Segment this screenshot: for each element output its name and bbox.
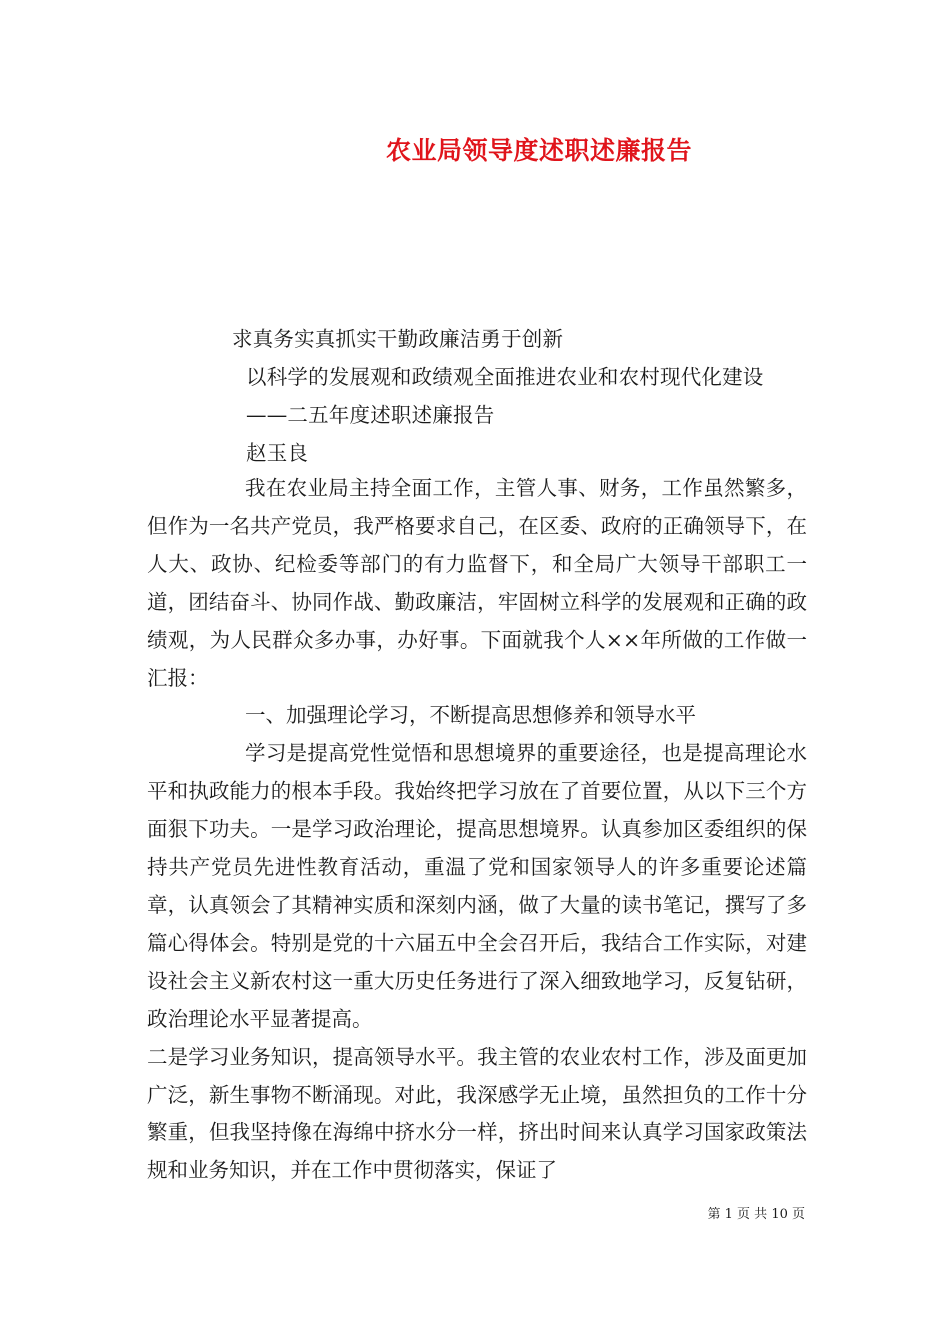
- subtitle-line-3: ——二五年度述职述廉报告: [246, 403, 495, 427]
- section-heading-1: 一、加强理论学习，不断提高思想修养和领导水平: [245, 703, 696, 728]
- paragraph-study: 学习是提高党性觉悟和思想境界的重要途径，也是提高理论水平和执政能力的根本手段。我始终把学习放在了首要位置，从以下三个方面狠下功夫。一是学习政治理论，提高思想境界。认真参加区委组织的保持共产党员先进性教育活动，重温了党和国家领导人的许多重要论述篇章，认真领会了其精神实质和深刻内涵，做了大量的读书笔记，撰写了多篇心得体会。特别是党的十六届五中全会召开后，我结合工作实际，对建设社会主义新农村这一重大历史任务进行了深入细致地学习，反复钻研，政治理论水平显著提高。: [147, 741, 807, 1031]
- document-body: [147, 470, 807, 1190]
- paragraph-study-continued: 二是学习业务知识，提高领导水平。我主管的农业农村工作，涉及面更加广泛，新生事物不断涌现。对此，我深感学无止境，虽然担负的工作十分繁重，但我坚持像在海绵中挤水分一样，挤出时间来认真学习国家政策法规和业务知识，并在工作中贯彻落实，保证了: [147, 1044, 807, 1183]
- paragraph-intro: 我在农业局主持全面工作，主管人事、财务，工作虽然繁多，但作为一名共产党员，我严格要求自己，在区委、政府的正确领导下，在人大、政协、纪检委等部门的有力监督下，和全局广大领导干部职工一道，团结奋斗、协同作战、勤政廉洁，牢固树立科学的发展观和正确的政绩观，为人民群众多办事，办好事。下面就我个人××年所做的工作做一汇报：: [147, 476, 807, 690]
- subtitle-line-2: 以科学的发展观和政绩观全面推进农业和农村现代化建设: [246, 365, 764, 389]
- subtitle-line-1: 求真务实真抓实干勤政廉洁勇于创新: [232, 327, 564, 351]
- page-number: 第 1 页 共 10 页: [707, 1207, 805, 1222]
- author-name: 赵玉良: [246, 441, 309, 465]
- document-title: 农业局领导度述职述廉报告: [385, 136, 692, 165]
